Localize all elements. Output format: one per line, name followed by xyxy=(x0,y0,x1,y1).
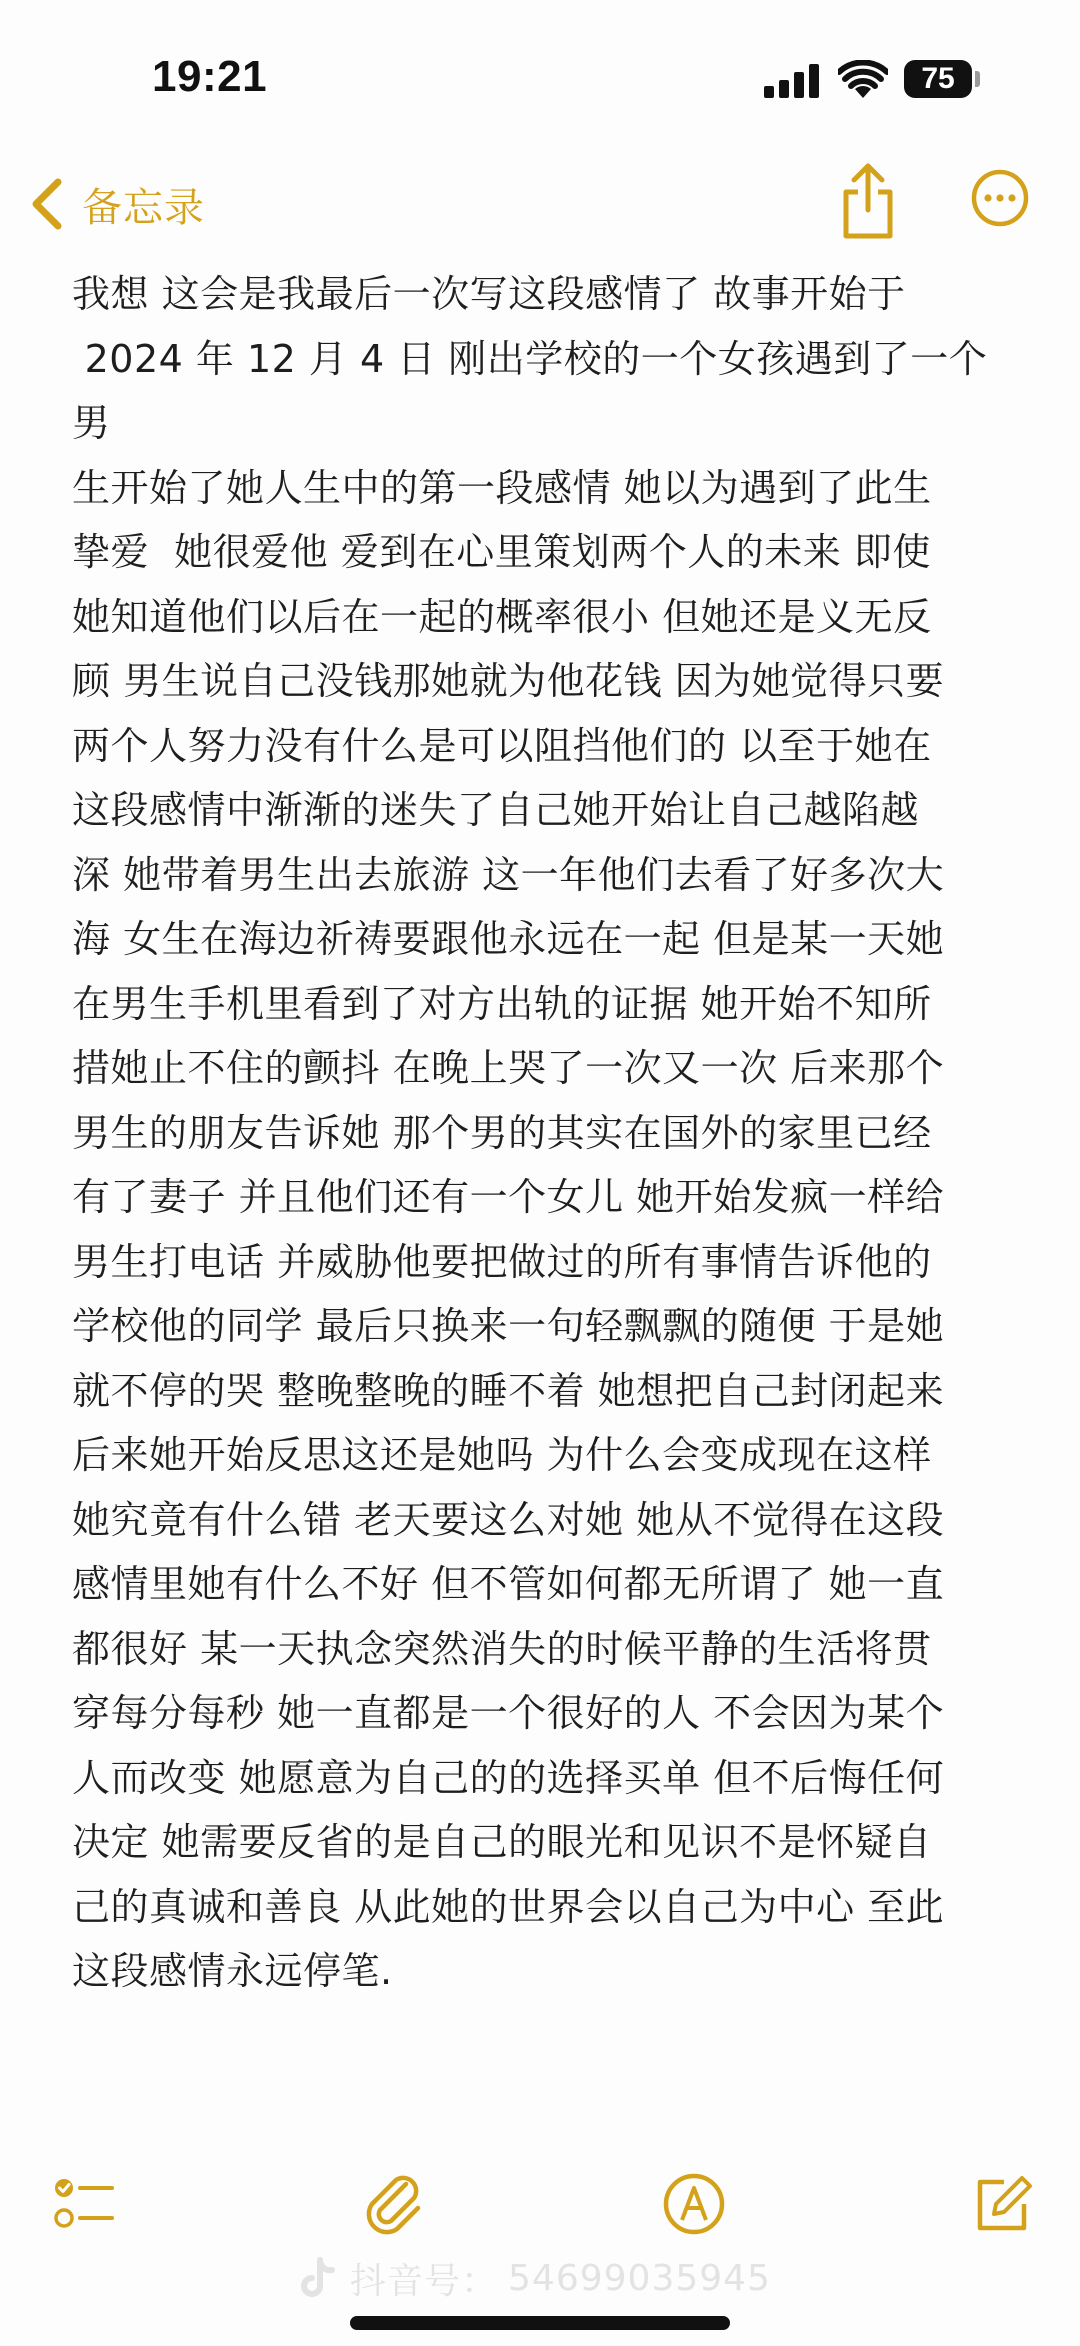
note-line: 2024 年 12 月 4 日 刚出学校的一个女孩遇到了一个男 xyxy=(72,336,988,445)
note-line: 两个人努力没有什么是可以阻挡他们的 以至于她在 xyxy=(72,723,932,768)
home-indicator[interactable] xyxy=(350,2316,730,2330)
note-line: 生开始了她人生中的第一段感情 她以为遇到了此生 xyxy=(72,465,932,510)
chevron-left-icon xyxy=(28,176,68,232)
back-label: 备忘录 xyxy=(82,184,205,231)
status-bar xyxy=(0,0,1080,150)
note-line: 她究竟有什么错 老天要这么对她 她从不觉得在这段 xyxy=(72,1497,945,1542)
note-line: 就不停的哭 整晚整晚的睡不着 她想把自己封闭起来 xyxy=(72,1368,945,1413)
battery-tip xyxy=(975,71,980,87)
note-line: 己的真诚和善良 从此她的世界会以自己为中心 至此 xyxy=(72,1884,945,1929)
more-icon[interactable] xyxy=(970,168,1030,228)
note-line: 这段感情永远停笔. xyxy=(72,1949,393,1993)
watermark-id: 54699035945 xyxy=(508,2257,771,2299)
note-line: 海 女生在海边祈祷要跟他永远在一起 但是某一天她 xyxy=(72,917,945,961)
note-line: 在男生手机里看到了对方出轨的证据 她开始不知所 xyxy=(72,981,932,1026)
note-line: 挚爱 她很爱他 爱到在心里策划两个人的未来 即使 xyxy=(72,530,931,574)
battery-level: 75 xyxy=(921,62,955,95)
compose-icon[interactable] xyxy=(968,2170,1036,2238)
note-line: 她知道他们以后在一起的概率很小 但她还是义无反 xyxy=(72,594,932,639)
note-line: 决定 她需要反省的是自己的眼光和见识不是怀疑自 xyxy=(72,1820,932,1864)
note-line: 措她止不住的颤抖 在晚上哭了一次又一次 后来那个 xyxy=(72,1046,945,1090)
share-icon[interactable] xyxy=(836,158,900,242)
bottom-toolbar xyxy=(0,2170,1080,2250)
note-line: 这段感情中渐渐的迷失了自己她开始让自己越陷越 xyxy=(72,788,920,832)
note-line: 深 她带着男生出去旅游 这一年他们去看了好多次大 xyxy=(72,852,945,897)
markup-pen-icon[interactable] xyxy=(660,2170,728,2238)
nav-bar xyxy=(0,150,1080,280)
douyin-logo-icon xyxy=(300,2256,340,2300)
note-line: 有了妻子 并且他们还有一个女儿 她开始发疯一样给 xyxy=(72,1175,945,1219)
watermark-label: 抖音号： xyxy=(350,2260,499,2302)
checklist-icon[interactable] xyxy=(50,2170,118,2238)
note-line: 学校他的同学 最后只换来一句轻飘飘的随便 于是她 xyxy=(72,1304,945,1348)
wifi-icon xyxy=(838,60,888,100)
note-line: 后来她开始反思这还是她吗 为什么会变成现在这样 xyxy=(72,1433,932,1477)
paperclip-icon[interactable] xyxy=(360,2170,428,2238)
note-line: 我想 这会是我最后一次写这段感情了 故事开始于 xyxy=(72,272,906,316)
note-line: 顾 男生说自己没钱那她就为他花钱 因为她觉得只要 xyxy=(72,659,945,703)
battery-icon xyxy=(904,60,972,98)
note-line: 男生打电话 并威胁他要把做过的所有事情告诉他的 xyxy=(72,1239,932,1284)
note-line: 人而改变 她愿意为自己的的选择买单 但不后悔任何 xyxy=(72,1755,945,1800)
status-time: 19:21 xyxy=(152,52,268,101)
note-line: 男生的朋友告诉她 那个男的其实在国外的家里已经 xyxy=(72,1110,932,1155)
watermark xyxy=(300,2248,820,2308)
note-line: 都很好 某一天执念突然消失的时候平静的生活将贯 xyxy=(72,1626,932,1671)
note-line: 穿每分每秒 她一直都是一个很好的人 不会因为某个 xyxy=(72,1691,945,1735)
signal-icon xyxy=(764,64,822,98)
back-button[interactable] xyxy=(28,164,205,244)
note-line: 感情里她有什么不好 但不管如何都无所谓了 她一直 xyxy=(72,1562,945,1606)
note-body[interactable] xyxy=(72,262,1022,2004)
